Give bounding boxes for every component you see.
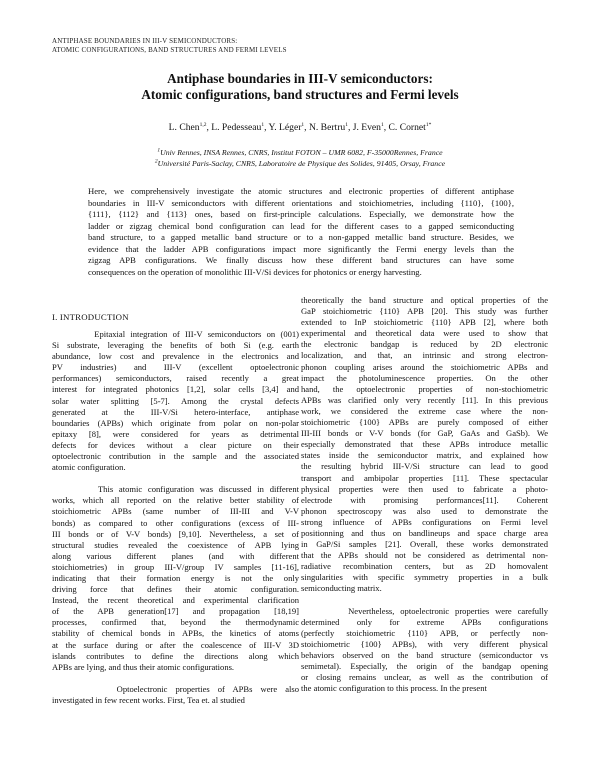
text-line: Here, we comprehensively investigate the atomic structures and electronic properties of different antiphase <box>88 186 514 196</box>
affiliation-2 <box>40 159 560 168</box>
text-line: III-III bonds or V-V bonds (for GaP, GaAs and GaSb). We <box>301 428 548 439</box>
author-name: N. Bertru <box>308 122 346 133</box>
text-line: in GaP/Si samples [21]. Overall, these works demonstrated <box>301 539 548 550</box>
text-line: experimental and theoretical data were used to show that <box>301 328 548 339</box>
author-name: L. Pedesseau <box>211 122 262 133</box>
text-line: states inside the semiconductor matrix, and explained how <box>301 450 548 461</box>
author-2: L. Pedesseau$^1$, <box>211 121 269 133</box>
text-line: (perfectly stoichiometric {110} APB, or perfectly non- <box>301 627 548 638</box>
author-name: C. Cornet <box>388 122 426 133</box>
text-line: This atomic configuration was discussed in different <box>52 484 299 495</box>
text-line: islands contributes to define the directions along which <box>52 650 299 661</box>
text-line: abundance, low cost and prevalence in the electronics and <box>52 351 299 362</box>
text-line: the atomic configuration to this process. In the present <box>301 683 487 694</box>
text-line: theoretically the band structure and optical properties of the <box>301 295 548 305</box>
paragraph <box>52 484 299 673</box>
right-column-text <box>301 295 548 694</box>
left-column-text <box>52 329 299 706</box>
text-line: GaP stoichiometric {110} APB [20]. This study was further <box>301 306 548 317</box>
running-head <box>52 37 552 55</box>
text-line: PV industries) and III-V (excellent optoelectronic <box>52 362 299 373</box>
text-line: determined only for extreme APBs configurations <box>301 616 548 627</box>
text-line: semiconducting matrix. <box>301 583 382 594</box>
text-line: indicating that their formation energy is not the only <box>52 572 299 583</box>
text-line: APBs are lying, and thus their atomic configurations. <box>52 661 235 672</box>
paper-title-line-1: Antiphase boundaries in III-V semiconductors: <box>167 71 433 86</box>
text-line: structural studies revealed the coexistence of APB lying <box>52 539 299 550</box>
text-line: singularities with specific symmetry properties in a bulk <box>301 572 548 583</box>
text-line: transport and ambipolar properties [11]. These spectacular <box>301 472 548 483</box>
text-line: hand, the optoelectronic properties of non-stochiometric <box>301 383 548 394</box>
text-line: semimetal). Especially, the origin of the bandgap opening <box>301 661 548 671</box>
author-list <box>40 122 560 133</box>
text-line: APBs was clarified only very recently [11]. In this previous <box>301 394 548 405</box>
author-name: L. Chen <box>168 122 200 133</box>
text-line: phonon coupling arises around the stoichiometric APBs and <box>301 361 548 372</box>
affiliation-1-mark: 1 <box>157 147 161 154</box>
text-line: processes, confirmed that, beyond the thermodynamic <box>52 617 299 628</box>
author-1: L. Chen$^{1,2}$, <box>168 121 212 133</box>
paragraph-gap <box>52 673 299 684</box>
author-affiliation-mark: 1* <box>425 121 432 128</box>
text-line: the electronic bandgap is reduced by 2D electronic <box>301 339 548 350</box>
text-line: at the surface during or after the coalescence of III-V 3D <box>52 639 299 650</box>
paragraph <box>52 684 299 706</box>
author-affiliation-mark: 1 <box>345 121 348 128</box>
text-line: the resulting hybrid III-V/Si structure can lead to good <box>301 461 548 472</box>
text-line: consequences on the operation of monolithic III-V/Si devices for photonics or energy harvesting. <box>88 266 422 277</box>
text-line: physical properties were then used to fabricate a photo- <box>301 483 548 494</box>
author-affiliation-mark: 1,2 <box>199 121 207 128</box>
author-name: Y. Léger <box>268 122 302 133</box>
text-line: positionning and thus on bandlineups and space charge area <box>301 527 548 538</box>
affiliation-1-text: Univ Rennes, INSA Rennes, CNRS, Institut FOTON – UMR 6082, F-35000Rennes, France <box>160 148 443 157</box>
paragraph <box>301 606 548 695</box>
text-line: driving force that defines their atomic configuration. <box>52 584 299 595</box>
text-line: atomic configuration. <box>52 462 126 473</box>
text-line: optoelectronic contribution in the sample and the associated <box>52 451 299 462</box>
paper-title-line-2: Atomic configurations, band structures and Fermi levels <box>141 87 459 102</box>
text-line: solar water splitting [5-7]. Among the crystal defects <box>52 395 299 406</box>
author-affiliation-mark: 1 <box>301 121 305 128</box>
text-line: boundaries in III-V semiconductors with different orientations and stoichiometries, including {110}, {100}, <box>88 197 514 208</box>
text-line: {111}, {112} and {113} ones, based on first-principle calculations. Especially, we demonstrate how the <box>88 209 514 219</box>
text-line: III bonds or of V-V bonds) [9,10]. Nevertheless, a set of <box>52 528 299 539</box>
text-line: stoichiometries) in group III-V/group IV samples [11-16], <box>52 561 299 572</box>
author-5: J. Even$^1$, <box>352 121 389 133</box>
running-head-line-1: ANTIPHASE BOUNDARIES IN III-V SEMICONDUCTORS: <box>52 37 238 45</box>
affiliation-2-text: Université Paris-Saclay, CNRS, Laboratoire de Physique des Solides, 91405, Orsay, France <box>157 159 446 168</box>
right-column <box>301 295 548 694</box>
text-line: Optoelectronic properties of APBs were also <box>52 683 299 694</box>
text-line: generated at the III-V/Si hetero-interface, antiphase <box>52 406 299 417</box>
text-line: Si substrate, leveraging the benefits of both Si (e.g. earth <box>52 340 299 351</box>
text-line: radiative recombination centers, but as 2D homovalent <box>301 561 548 572</box>
text-line: investigated in few recent works. First, Tea et. al studied <box>52 694 245 705</box>
text-line: of the APB generation[17] and propagation [18,19] <box>52 606 299 617</box>
affiliation-1 <box>40 148 560 157</box>
section-heading-introduction: I. INTRODUCTION <box>52 312 129 322</box>
text-line: along various different planes (and with different <box>52 550 299 561</box>
text-line: extended to InP stoichiometric {110} APB [2], where both <box>301 317 548 328</box>
text-line: impact the photoluminescence properties. On the other <box>301 372 548 383</box>
paragraph-gap <box>52 473 299 484</box>
left-column <box>52 312 299 706</box>
text-line: Instead, the recent theoretical and experimental clarification <box>52 595 299 606</box>
text-line: defects for devices without a clear picture on their <box>52 439 299 450</box>
text-line: stoichiometric APBs (same number of III-III and V-V <box>52 506 299 517</box>
text-line: that the APBs should not be considered as detrimental non- <box>301 550 548 561</box>
abstract <box>88 186 514 278</box>
text-line: behaviors observed on the band structure (semiconductor vs <box>301 649 548 660</box>
text-line: ladder or zigzag chemical bond configuration can lead for the different cases to a gapped semiconducting <box>88 220 514 231</box>
text-line: bonds) as compared to other configurations (excess of III- <box>52 517 299 528</box>
paragraph-gap <box>301 595 548 606</box>
author-affiliation-mark: 1 <box>380 121 384 128</box>
text-line: strong influence of APBs configurations on Fermi level <box>301 516 548 527</box>
paragraph <box>301 295 548 595</box>
text-line: Nevertheless, optoelectronic properties were carefully <box>301 605 548 616</box>
text-line: phonon spectroscopy was also used to demonstrate the <box>301 505 548 516</box>
author-3: Y. Léger$^1$, <box>268 121 309 133</box>
paper-title <box>40 71 560 103</box>
text-line: interest for integrated photonics [1,2], solar cells [3,4] and <box>52 384 299 395</box>
paragraph <box>52 329 299 473</box>
author-affiliation-mark: 1 <box>261 121 265 128</box>
text-line: stoichiometric {100} APBs are purely composed of either <box>301 417 548 428</box>
text-line: zigzag APB configurations. We finally discuss how these different band structures can have some <box>88 255 514 265</box>
text-line: epitaxy [8], were considered for years as detrimental <box>52 428 299 439</box>
text-line: stoichiometric {100} APBs), with very different physical <box>301 638 548 649</box>
text-line: or closing remains unclear, as well as the contribution of <box>301 672 548 683</box>
running-head-line-2: ATOMIC CONFIGURATIONS, BAND STRUCTURES AND FERMI LEVELS <box>52 46 287 55</box>
text-line: performances) semiconductors, raised recently a great <box>52 373 299 384</box>
author-4: N. Bertru$^1$, <box>308 121 353 133</box>
text-line: electrode with promising performances[11]. Coherent <box>301 494 548 505</box>
text-line: especially demonstrated that these APBs introduce metallic <box>301 439 548 450</box>
author-6 <box>389 122 432 133</box>
text-line: evidence that the ladder APB configurations impact more significantly the Fermi energy levels than the <box>88 243 514 254</box>
text-line: localization, and that, an intrinsic and strong electron- <box>301 350 548 361</box>
affiliation-2-mark: 2 <box>154 158 158 165</box>
author-name: J. Even <box>352 122 381 133</box>
text-line: boundaries (APBs) which originate from polar on non-polar <box>52 417 299 428</box>
text-line: stability of chemical bonds in APBs, the kinetics of atoms <box>52 628 299 639</box>
text-line: works, which all reported on the relative better stability of <box>52 495 299 506</box>
text-line: Epitaxial integration of III-V semiconductors on (001) <box>52 329 299 339</box>
text-line: work, we considered the extreme case where the non- <box>301 405 548 416</box>
text-line: band structure, to a gapped metallic band structure or to a non-gapped metallic band structure. Besides, we <box>88 232 514 242</box>
